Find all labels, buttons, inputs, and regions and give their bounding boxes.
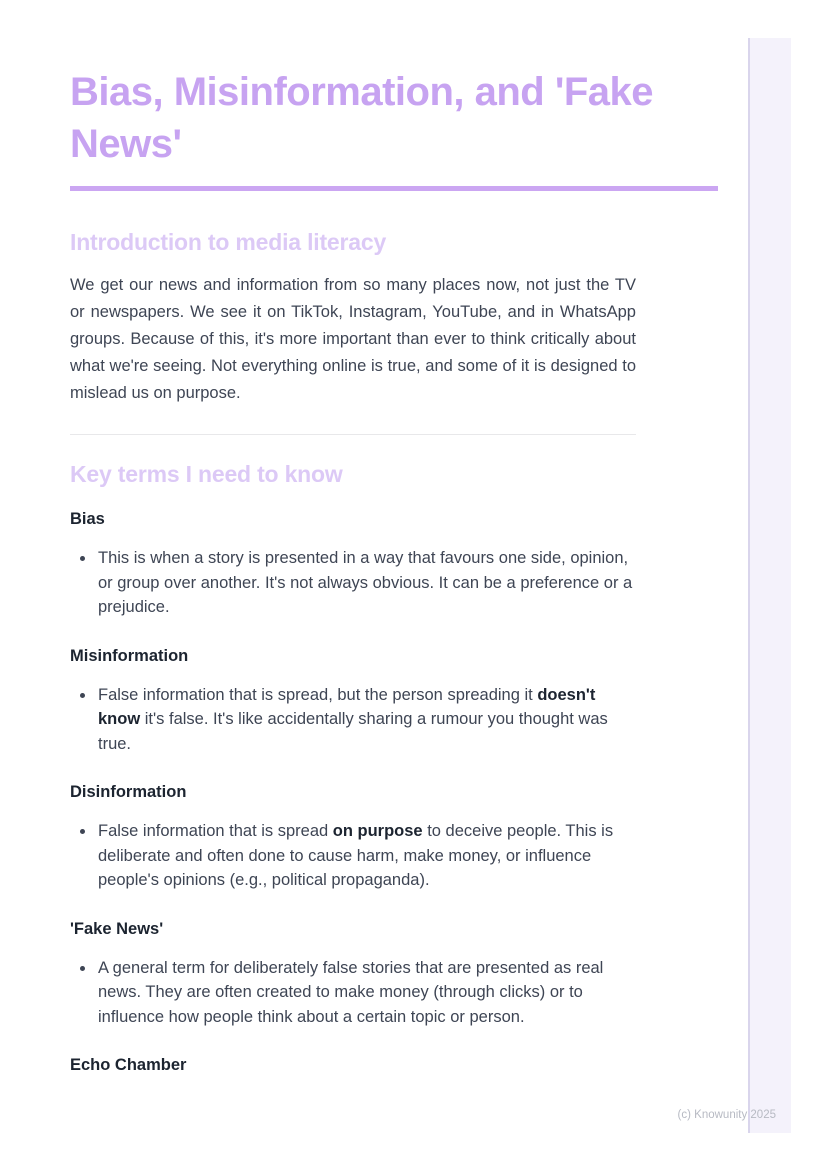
term-definition-list [70, 546, 636, 620]
key-terms-section-heading: Key terms I need to know [70, 461, 343, 487]
section-divider [70, 434, 636, 435]
term-heading: 'Fake News' [70, 919, 164, 938]
term-definition-list [70, 683, 636, 757]
intro-paragraph: We get our news and information from so many places now, not just the TV or newspapers. We see it on TikTok, Instagram, YouTube, and in WhatsApp groups. Because of this, it's more important than ever to think critically about what we're seeing. Not everything online is true, and some of it is designed to mislead us on purpose. [70, 276, 636, 402]
copyright-footer: (c) Knowunity 2025 [677, 1109, 776, 1121]
document-body [70, 0, 718, 1077]
term-definition-list [70, 956, 636, 1030]
term-heading: Echo Chamber [70, 1056, 187, 1074]
key-terms-list [70, 507, 636, 1077]
title-underline-rule [70, 186, 718, 191]
term-definition: • False information that is spread on purpose to deceive people. This is deliberate and often done to cause harm, make money, or influence people's opinions (e.g., political propaganda). [96, 819, 636, 893]
term-heading: Bias [70, 510, 105, 528]
page-edge-strip [748, 38, 791, 1133]
term-definition: • This is when a story is presented in a way that favours one side, opinion, or group over another. It's not always obvious. It can be a preference or a prejudice. [96, 546, 636, 620]
term-definition-list [70, 819, 636, 893]
term-definition: • A general term for deliberately false stories that are presented as real news. They are often created to make money (through clicks) or to influence how people think about a certain topic or person. [96, 956, 636, 1030]
term-heading: Misinformation [70, 646, 189, 665]
document-title: Bias, Misinformation, and 'Fake News' [70, 70, 654, 166]
term-heading: Disinformation [70, 783, 187, 801]
term-definition: • False information that is spread, but the person spreading it doesn't know it's false. It's like accidentally sharing a rumour you thought was true. [96, 683, 636, 757]
intro-section-heading: Introduction to media literacy [70, 229, 387, 255]
